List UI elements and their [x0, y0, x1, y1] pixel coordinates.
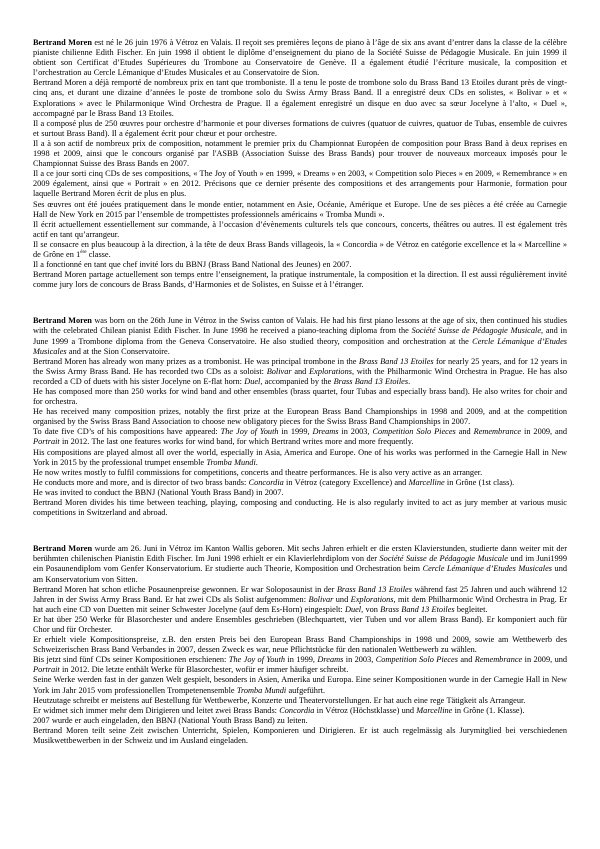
text-run: in 2003,	[338, 427, 373, 437]
paragraph	[33, 635, 567, 655]
text-run: Bertrand Moren has already won many prizes as a trombonist. He was principal trombone in the	[33, 356, 359, 366]
text-run: and	[457, 655, 475, 665]
text-run: Tromba Mundi	[236, 685, 287, 695]
text-run: Il écrit actuellement essentiellement sur commande, à l’occasion d’évènements culturels tels que concours, concerts, théâtres ou autres. Il est également très actif en tant qu’arrangeur.	[33, 219, 567, 239]
text-run: Il a ce jour sorti cinq CDs de ses compositions, « The Joy of Youth » en 1999, « Dreams » en 2003, « Competition solo Pieces » en 2009, « Remembrance » en 2009 également, ainsi que « Portrait » en 2012. Précisons que ce dernier présente des compositions et des arrangements pour Harmonie, formation pour laquelle Bertrand Moren écrit de plus en plus.	[33, 169, 567, 199]
text-run: for nearly 25 years, and for 12 years in the Swiss Army Brass Band. He has recorded two CDs as a soloist:	[33, 356, 567, 376]
paragraph	[33, 468, 567, 478]
paragraph	[33, 357, 567, 387]
paragraph	[33, 169, 567, 199]
paragraph	[33, 675, 567, 695]
text-run: Portrait	[33, 437, 60, 447]
text-run: in 2009, und	[522, 655, 568, 665]
text-run: in 2012. The last one features works for wind band, for which Bertrand writes more and more frequently.	[59, 437, 414, 447]
text-run: Concordia	[279, 705, 315, 715]
text-run: He now writes mostly to fulfil commissions for competitions, concerts and theatre performances. He is also very active as an arranger.	[33, 467, 483, 477]
text-run: Explorations	[350, 594, 394, 604]
text-run: in 1999,	[278, 427, 313, 437]
text-run: and	[455, 427, 474, 437]
text-run: He was invited to conduct the BBNJ (National Youth Brass Band) in 2007.	[33, 487, 284, 497]
text-run: , von	[361, 604, 381, 614]
paragraph	[33, 270, 567, 290]
text-run: Il a composé plus de 250 œuvres pour orchestre d’harmonie et pour diverses formations de cuivres (quatuor de cuivres, quatuor de Tubas, ensemble de cuivres et surtout Brass Band). Il a également écrit pour chœur et pour orchestre.	[33, 118, 567, 138]
person-name: Bertrand Moren	[33, 544, 93, 554]
text-run: Duel	[344, 604, 362, 614]
text-run: Il a fonctionné en tant que chef invité lors du BBNJ (Brass Band National des Jeunes) en 2007.	[33, 260, 352, 270]
text-run: Société Suisse de Pédagogie Musicale	[411, 326, 541, 336]
paragraph	[33, 260, 567, 270]
text-run: in 1999,	[285, 655, 318, 665]
paragraph	[33, 615, 567, 635]
text-run: Bertrand Moren teilt seine Zeit zwischen Unterricht, Spielen, Komponieren und Dirigieren. Er ist auch regelmässig als Jurymitglied bei verschiedenen Musikwettbewerben in der Schweiz und im Ausland eingeladen.	[33, 725, 567, 745]
text-run: The Joy of Youth	[228, 655, 286, 665]
text-run: The Joy of Youth	[220, 427, 279, 437]
text-run: Seine Werke werden fast in der ganzen Welt gespielt, besonders in Asien, Amerika und Europa. Eine seiner Kompositionen wurde in der Carnegie Hall in New York im Jahr 2015 vom professionellen Trompetenensemble	[33, 675, 567, 695]
paragraph	[33, 407, 567, 427]
text-run: He has composed more than 250 works for wind band and other ensembles (brass quartet, four Tubas and especially brass band). He also writes for choir and for orchestra.	[33, 387, 567, 407]
paragraph	[33, 706, 567, 716]
text-run: Er hat über 250 Werke für Blasorchester und andere Ensembles geschrieben (Blechquartett, vier Tuben und vor allem Brass Band). Er komponiert auch für Chor und für Orchester.	[33, 614, 567, 634]
text-run: und	[333, 594, 351, 604]
paragraph	[33, 200, 567, 220]
text-run: He has received many composition prizes, notably the first prize at the European Brass Band Championships in 1998 and 2009, and at the competition organised by the Swiss Brass Band Association to choose new obligatory pieces for the Swiss Brass Band Championships in 2007.	[33, 407, 567, 427]
text-run: His compositions are played almost all over the world, especially in Asia, America and Europe. One of his works was performed in the Carnegie Hall in New York in 2015 by the professional trumpet ensemble	[33, 447, 567, 467]
text-run: und am Konservatorium von Sitten.	[33, 564, 567, 584]
text-run: .	[408, 376, 411, 386]
paragraph	[33, 655, 567, 675]
text-run: in Vétroz (category Excellence) and	[283, 477, 409, 487]
paragraph	[33, 240, 567, 260]
text-run: Portrait	[33, 665, 60, 675]
text-run: est né le 26 juin 1976 à Vétroz en Valais. Il reçoit ses premières leçons de piano à l’âge de six ans avant d’entrer dans la classe de la célèbre pianiste chilienne Edith Fischer. En juin 1998 il obtient le diplôme d’enseignement du piano de la Société Suisse de Pédagogie Musicale. En juin 1999 il obtient son Certificat d’Etudes Supérieures du Trombone au Conservatoire de Genève. Il a également étudié l’écriture musicale, la composition et l’orchestration au Cercle Lémanique d’Etudes Musicales et au Conservatoire de Sion.	[33, 38, 567, 78]
text-run: Bertrand Moren divides his time between teaching, playing, composing and conducting. He is also regularly invited to act as jury member at various music competitions in Switzerland and abroad.	[33, 498, 567, 518]
text-run: Bertrand Moren a déjà remporté de nombreux prix en tant que tromboniste. Il a tenu le poste de trombone solo du Brass Band 13 Etoiles durant près de vingt-cinq ans, et durant une dizaine d’années le poste de trombone solo du Swiss Army Brass Band. Il a enregistré deux CDs en solistes, « Bolivar » et « Explorations » avec le Philarmonique Wind Orchestra de Prague. Il a également enregistré un disque en duo avec sa sœur Jocelyne à l’alto, « Duel », accompagné par le Brass Band 13 Etoiles.	[33, 78, 567, 118]
text-run: ère	[80, 249, 87, 256]
text-run: Tromba Mundi	[206, 457, 256, 467]
text-run: aufgeführt.	[286, 685, 326, 695]
text-run: Bertrand Moren hat schon etliche Posaunenpreise gewonnen. Er war Soloposaunist in der	[33, 584, 337, 594]
text-run: , with the Philharmonic Wind Orchestra in Prague. He has also recorded a CD of duets with his sister Jocelyne on E-flat horn:	[33, 366, 567, 386]
paragraph	[33, 716, 567, 726]
text-run: Bertrand Moren partage actuellement son temps entre l’enseignement, la pratique instrumentale, la composition et la direction. Il est aussi régulièrement invité comme jury lors de concours de Brass Bands, d’Harmonies et de Solistes, en Suisse et à l’étranger.	[33, 270, 567, 290]
paragraph	[33, 316, 567, 356]
person-name: Bertrand Moren	[33, 316, 92, 326]
paragraph	[33, 220, 567, 240]
paragraph	[33, 696, 567, 706]
paragraph	[33, 38, 567, 78]
paragraph	[33, 488, 567, 498]
text-run: Il se consacre en plus beaucoup à la direction, à la tête de deux Brass Bands villageois, la « Concordia » de Vétroz en catégorie excellence et la « Marcelline » de Grône en 1	[33, 239, 567, 259]
text-run: Brass Band 13 Etoiles	[336, 584, 412, 594]
paragraph	[33, 139, 567, 169]
text-run: Duel	[244, 376, 261, 386]
text-run: Société Suisse de Pédagogie Musicale	[379, 554, 508, 564]
paragraph	[33, 78, 567, 118]
text-run: in Vétroz (Höchstklasse) und	[314, 705, 417, 715]
person-name: Bertrand Moren	[33, 38, 92, 47]
text-run: Cercle Lémanique d’Etudes Musicales	[33, 336, 567, 356]
text-run: Bolivar	[266, 366, 292, 376]
paragraph	[33, 544, 567, 584]
paragraph	[33, 387, 567, 407]
text-run: He conducts more and more, and is director of two brass bands:	[33, 477, 249, 487]
text-run: Er widmet sich immer mehr dem Dirigieren und leitet zwei Brass Bands:	[33, 705, 280, 715]
text-run: Competition Solo Pieces	[372, 427, 456, 437]
text-run: and at the Sion Conservatoire.	[66, 346, 170, 356]
text-run: Il a à son actif de nombreux prix de composition, notamment le premier prix du Championnat Européen de composition pour Brass Band à deux reprises en 1998 et 2009, ainsi que le concours organisé par l'ASBB (Association Suisse des Brass Bands) pour trouver de nouveaux morceaux imposés pour le Championnat Suisse des Brass Bands en 2007.	[33, 138, 567, 169]
text-run: während fast 25 Jahren und auch während 12 Jahren in der Swiss Army Brass Band. Er hat zwei CDs als Solist aufgenommen:	[33, 584, 568, 604]
text-run: To date five CD’s of his compositions have appeared:	[33, 427, 221, 437]
paragraph	[33, 726, 567, 746]
text-run: , accompanied by the	[260, 376, 334, 386]
text-run: and	[291, 366, 310, 376]
text-run: Remembrance	[473, 427, 522, 437]
text-run: in 2009, and	[521, 427, 568, 437]
text-run: wurde am 26. Juni in Vétroz im Kanton Wallis geboren. Mit sechs Jahren erhielt er die ersten Klavierstunden, studierte dann weiter mit der berühmten chilenischen Pianistin Edith Fischer. Im Juni 1998 erhielt er ein Klavierlehrdiplom von der	[33, 544, 567, 564]
text-run: Brass Band 13 Etoiles	[333, 376, 409, 386]
text-run: Heutzutage schreibt er meistens auf Bestellung für Wettbewerbe, Konzerte und Theatervorstellungen. Er hat auch eine rege Tätigkeit als Arrangeur.	[33, 695, 526, 705]
text-run: Dreams	[312, 427, 339, 437]
document-body	[33, 38, 567, 746]
text-run: Marcelline	[408, 477, 445, 487]
text-run: Concordia	[248, 477, 284, 487]
bio-section-english	[33, 316, 567, 518]
text-run: , mit dem Philharmonic Wind Orchestra in Prag. Er hat auch eine CD von Duetten mit seiner Schwester Jocelyne (auf dem Es-Horn) eingespielt:	[33, 594, 567, 614]
bio-section-french	[33, 38, 567, 290]
paragraph	[33, 478, 567, 488]
paragraph	[33, 585, 567, 615]
text-run: Competition Solo Pieces	[375, 655, 458, 665]
text-run: Cercle Lémanique d’Etudes Musicales	[422, 564, 552, 574]
text-run: Er erhielt viele Kompositionspreise, z.B. den ersten Preis bei den European Brass Band Championships in 1998 und 2009, sowie am Wettbewerb des Schweizerischen Brass Band Verbandes in 2007, dessen Zweck es war, neue Pflichtstücke für den nationalen Wettbewerb zu wählen.	[33, 635, 567, 655]
text-run: was born on the 26th June in Vétroz in the Swiss canton of Valais. He had his first piano lessons at the age of six, then continued his studies with the celebrated Chilean pianist Edith Fischer. In June 1998 he received a piano-teaching diploma from the	[33, 316, 567, 336]
text-run: Brass Band 13 Etoiles	[358, 356, 434, 366]
paragraph	[33, 448, 567, 468]
text-run: in 2003,	[343, 655, 376, 665]
text-run: Ses œuvres ont été jouées pratiquement dans le monde entier, notamment en Asie, Océanie, Amérique et Europe. Une de ses pièces a été créée au Carnegie Hall de New York en 2015 par l’ensemble de trompettistes professionnels américains « Tromba Mundi ».	[33, 199, 567, 219]
text-run: classe.	[86, 249, 111, 259]
text-run: Marcelline	[416, 705, 453, 715]
text-run: .	[255, 457, 258, 467]
text-run: Explorations	[309, 366, 352, 376]
text-run: in Grône (1st class).	[444, 477, 515, 487]
bio-section-german	[33, 544, 567, 746]
text-run: Bolivar	[308, 594, 334, 604]
text-run: Brass Band 13 Etoiles	[380, 604, 455, 614]
text-run: Dreams	[317, 655, 344, 665]
paragraph	[33, 119, 567, 139]
text-run: , and in June 1999 a Trombone diploma from the Geneva Conservatoire. He also studied theory, composition and orchestration at the	[33, 326, 567, 346]
text-run: Remembrance	[474, 655, 523, 665]
text-run: in 2012. Die letzte enthält Werke für Blasorchester, wofür er immer häufiger schreibt.	[59, 665, 349, 675]
text-run: und im Juni1999 ein Posaunendiplom vom Genfer Konservatorium. Er studierte auch Theorie, Komposition und Orchestration beim	[33, 554, 567, 574]
paragraph	[33, 498, 567, 518]
text-run: Bis jetzt sind fünf CDs seiner Kompositionen erschienen:	[33, 655, 229, 665]
text-run: in Grône (1. Klasse).	[452, 705, 525, 715]
text-run: 2007 wurde er auch eingeladen, den BBNJ (National Youth Brass Band) zu leiten.	[33, 715, 308, 725]
text-run: begleitet.	[454, 604, 488, 614]
paragraph	[33, 427, 567, 447]
